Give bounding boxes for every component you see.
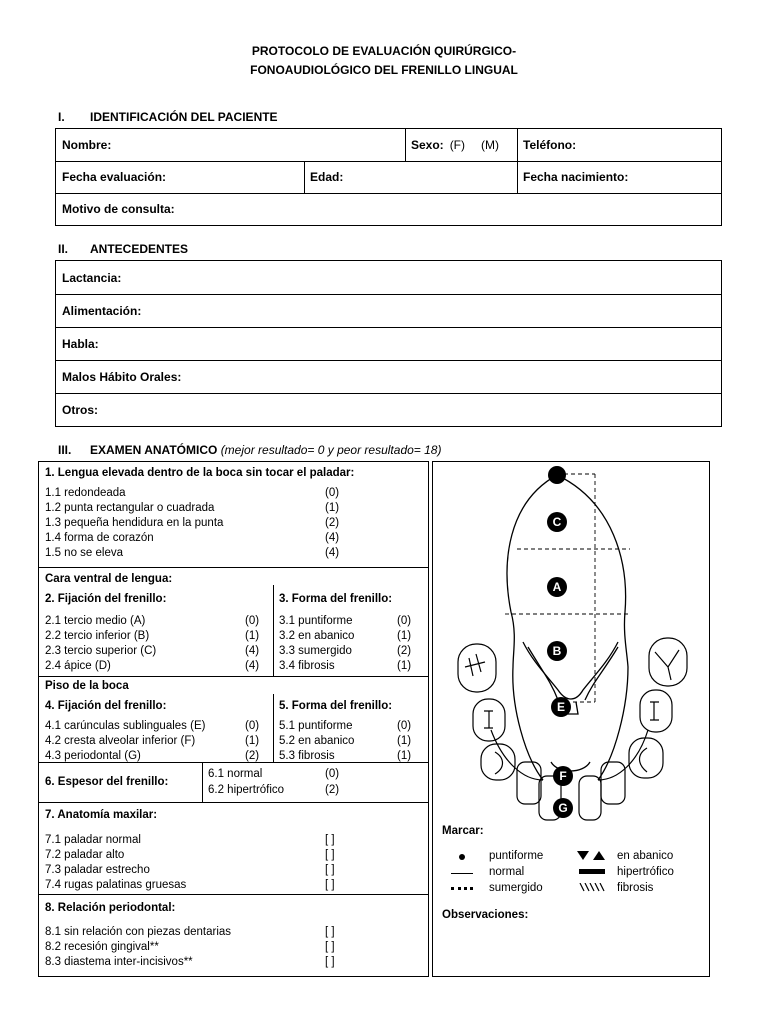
q7-title: 7. Anatomía maxilar: [45,809,158,821]
q3-option[interactable]: 3.3 sumergido [279,645,352,657]
section-1-heading [58,110,278,124]
q1-score: (4) [325,547,340,559]
marker-b: B [547,641,567,661]
q5-option[interactable]: 5.3 fibrosis [279,750,335,762]
point-d-marker [548,466,566,484]
tongue-outline-left [507,475,557,667]
q8-option: 8.3 diastema inter-incisivos** [45,956,193,968]
legend-normal: normal [489,866,525,878]
diagram-panel [432,461,710,977]
cara-ventral-heading: Cara ventral de lengua: [45,573,173,585]
q3-title: 3. Forma del frenillo: [279,593,393,605]
q8-checkbox[interactable]: [ ] [325,926,335,938]
q6-option[interactable]: 6.1 normal [208,768,263,780]
document-title-line1: PROTOCOLO DE EVALUACIÓN QUIRÚRGICO- [251,44,517,58]
q1-option[interactable]: 1.5 no se eleva [45,547,124,559]
q7-option: 7.3 paladar estrecho [45,864,150,876]
q2-score: (4) [245,660,260,672]
edad-field[interactable]: Edad: [310,170,344,184]
section-3-number: III. [58,443,72,457]
fecha-evaluacion-field[interactable]: Fecha evaluación: [62,170,167,184]
q3-score: (0) [397,615,412,627]
q2-option[interactable]: 2.3 tercio superior (C) [45,645,157,657]
q4-score: (1) [245,735,260,747]
q3-option[interactable]: 3.4 fibrosis [279,660,335,672]
legend-fibrosis: fibrosis [617,882,654,894]
q7-checkbox[interactable]: [ ] [325,864,335,876]
q3-score: (2) [397,645,412,657]
tooth-right-molar [649,638,687,686]
otros-field[interactable]: Otros: [62,402,98,417]
section-2-number: II. [58,242,69,256]
marker-e: E [551,697,571,717]
section-3-title: EXAMEN ANATÓMICO [90,443,218,457]
legend-hipertrofico: hipertrófico [617,866,674,878]
q7-checkbox[interactable]: [ ] [325,879,335,891]
q4-title: 4. Fijación del frenillo: [45,700,167,712]
q7-option: 7.1 paladar normal [45,834,141,846]
marker-c: C [547,512,567,532]
q2-option[interactable]: 2.2 tercio inferior (B) [45,630,150,642]
q2-title: 2. Fijación del frenillo: [45,593,167,605]
q1-option[interactable]: 1.4 forma de corazón [45,532,154,544]
lactancia-field[interactable]: Lactancia: [62,270,122,285]
q7-checkbox[interactable]: [ ] [325,849,335,861]
piso-boca-heading: Piso de la boca [45,680,129,692]
fibrosis-icon [579,883,607,892]
q4-option[interactable]: 4.3 periodontal (G) [45,750,141,762]
q1-score: (1) [325,502,340,514]
q2-option[interactable]: 2.1 tercio medio (A) [45,615,146,627]
q2-score: (1) [245,630,260,642]
q1-option[interactable]: 1.2 punta rectangular o cuadrada [45,502,215,514]
q1-score: (4) [325,532,340,544]
q3-option[interactable]: 3.1 puntiforme [279,615,353,627]
q2-score: (4) [245,645,260,657]
antecedentes-table [55,260,722,427]
legend-puntiforme: puntiforme [489,850,544,862]
q6-score: (2) [325,784,340,796]
q1-score: (0) [325,487,340,499]
q8-checkbox[interactable]: [ ] [325,956,335,968]
tooth-left-molar [458,644,496,692]
q4-score: (2) [245,750,260,762]
q5-option[interactable]: 5.2 en abanico [279,735,355,747]
q2-score: (0) [245,615,260,627]
q7-option: 7.2 paladar alto [45,849,125,861]
q6-option[interactable]: 6.2 hipertrófico [208,784,285,796]
q8-title: 8. Relación periodontal: [45,902,176,914]
habla-field[interactable]: Habla: [62,336,99,351]
q5-title: 5. Forma del frenillo: [279,700,393,712]
q5-score: (1) [397,750,412,762]
sexo-label: Sexo: [411,138,444,152]
q5-score: (0) [397,720,412,732]
q2-option[interactable]: 2.4 ápice (D) [45,660,111,672]
q4-option[interactable]: 4.1 carúnculas sublinguales (E) [45,720,206,732]
q3-score: (1) [397,630,412,642]
motivo-consulta-field[interactable]: Motivo de consulta: [62,202,175,216]
q8-checkbox[interactable]: [ ] [325,941,335,953]
hipertrofico-icon [579,869,605,874]
q7-option: 7.4 rugas palatinas gruesas [45,879,187,891]
marker-a: A [547,577,567,597]
section-1-number: I. [58,110,65,124]
exam-table [38,461,429,977]
q8-option: 8.1 sin relación con piezas dentarias [45,926,232,938]
telefono-field[interactable]: Teléfono: [523,138,577,152]
q5-option[interactable]: 5.1 puntiforme [279,720,353,732]
q4-option[interactable]: 4.2 cresta alveolar inferior (F) [45,735,196,747]
fecha-nacimiento-field[interactable]: Fecha nacimiento: [523,170,629,184]
section-1-title: IDENTIFICACIÓN DEL PACIENTE [90,110,278,124]
q3-option[interactable]: 3.2 en abanico [279,630,355,642]
observaciones-label[interactable]: Observaciones: [442,909,529,921]
section-3-subtitle: (mejor resultado= 0 y peor resultado= 18) [220,443,442,457]
section-3-heading [58,443,441,457]
q1-title: 1. Lengua elevada dentro de la boca sin tocar el paladar: [45,467,355,479]
q4-score: (0) [245,720,260,732]
q6-score: (0) [325,768,340,780]
legend-en-abanico: en abanico [617,850,674,862]
normal-line-icon [451,873,473,874]
nombre-field[interactable]: Nombre: [62,138,112,152]
puntiforme-icon [459,854,465,860]
section-2-heading [58,242,188,256]
legend-sumergido: sumergido [489,882,543,894]
sexo-field[interactable] [405,129,517,161]
q6-title: 6. Espesor del frenillo: [45,776,169,788]
mouth-diagram [433,462,709,976]
q1-option[interactable]: 1.1 redondeada [45,487,126,499]
tongue-outline-right [557,475,628,667]
sexo-option-f[interactable]: (F) [449,138,466,152]
q7-checkbox[interactable]: [ ] [325,834,335,846]
document-title-line2: FONOAUDIOLÓGICO DEL FRENILLO LINGUAL [250,63,518,77]
marker-g: G [553,798,573,818]
en-abanico-icon [577,850,607,862]
q5-score: (1) [397,735,412,747]
patient-id-table [55,128,722,226]
q1-option[interactable]: 1.3 pequeña hendidura en la punta [45,517,224,529]
section-2-title: ANTECEDENTES [90,242,189,256]
sumergido-dotted-icon [451,887,473,890]
tooth-right-premolar [640,690,672,732]
sexo-option-m[interactable]: (M) [481,138,500,152]
marcar-label: Marcar: [442,825,484,837]
marker-f: F [553,766,573,786]
alimentacion-field[interactable]: Alimentación: [62,303,142,318]
malos-habitos-field[interactable]: Malos Hábito Orales: [62,369,182,384]
q8-option: 8.2 recesión gingival** [45,941,159,953]
q1-score: (2) [325,517,340,529]
q3-score: (1) [397,660,412,672]
